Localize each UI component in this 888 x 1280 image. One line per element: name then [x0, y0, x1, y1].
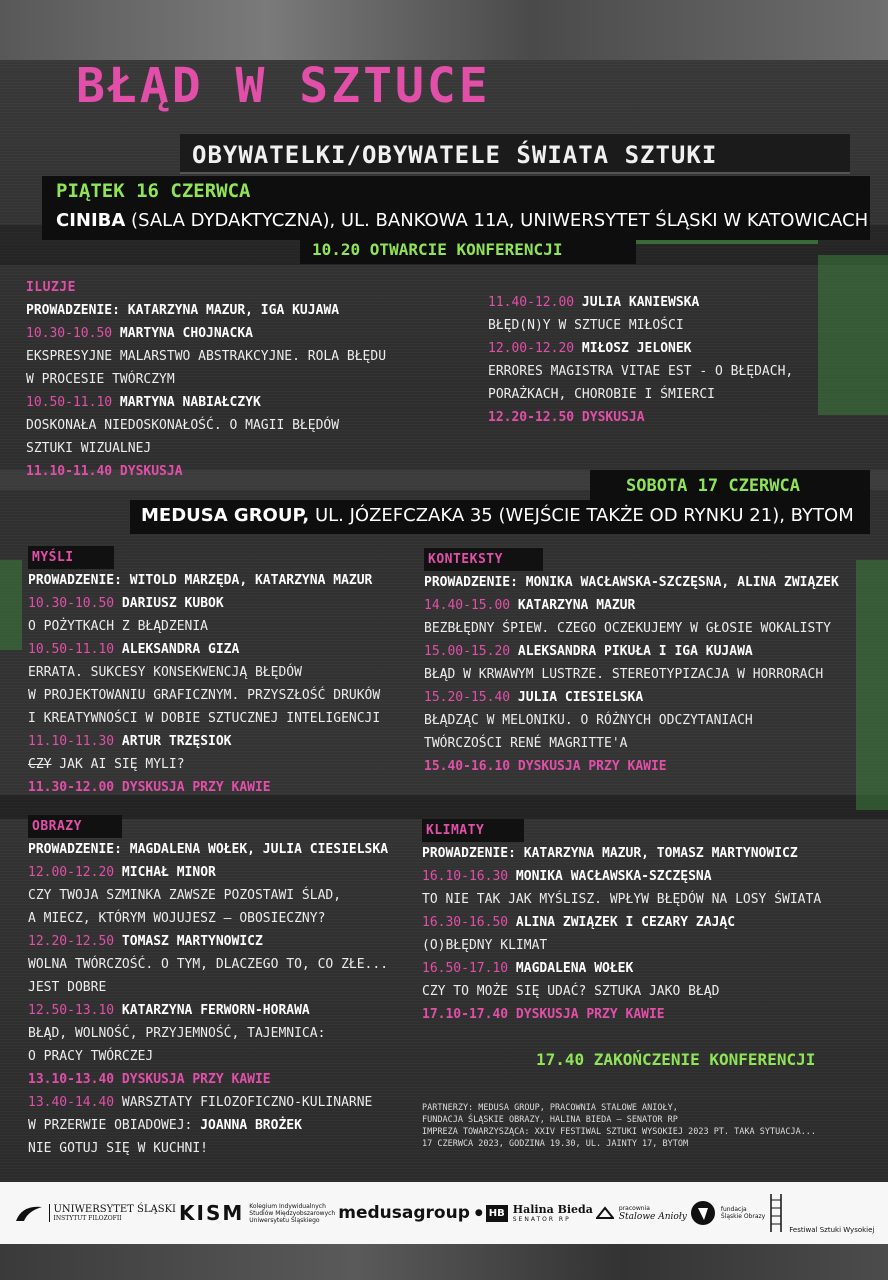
session-header: ILUZJE: [26, 280, 76, 295]
talk-speaker: ALEKSANDRA PIKUŁA I IGA KUJAWA: [517, 644, 753, 659]
talk-title: BŁĄDZĄC W MELONIKU. O RÓŻNYCH ODCZYTANIACH: [424, 713, 753, 728]
discussion: 17.10-17.40 DYSKUSJA PRZY KAWIE: [422, 1007, 665, 1022]
talk-title: TWÓRCZOŚCI RENÉ MAGRITTE'A: [424, 736, 628, 751]
opening-label: 10.20 OTWARCIE KONFERENCJI: [312, 240, 563, 259]
session-obrazy: [28, 815, 388, 1160]
green-glitch-strip: [856, 560, 888, 810]
talk-time: 12.00-12.20: [488, 341, 575, 356]
session-konteksty: [424, 548, 839, 778]
session-iluzje: [26, 276, 386, 483]
talk-speaker: TOMASZ MARTYNOWICZ: [121, 934, 263, 949]
workshop-prefix: W PRZERWIE OBIADOWEJ:: [28, 1118, 201, 1133]
talk-title: CZY TWOJA SZMINKA ZAWSZE POZOSTAWI ŚLAD,: [28, 888, 342, 903]
workshop-title: WARSZTATY FILOZOFICZNO-KULINARNE: [114, 1095, 373, 1110]
session-header: MYŚLI: [28, 546, 114, 569]
talk-time: 10.50-11.10: [26, 395, 113, 410]
partners-line: FUNDACJA ŚLĄSKIE OBRAZY, HALINA BIEDA — SENATOR RP: [422, 1115, 678, 1125]
discussion: 11.30-12.00 DYSKUSJA PRZY KAWIE: [28, 780, 271, 795]
talk-title: SZTUKI WIZUALNEJ: [26, 441, 152, 456]
logo-uniwersytet-slaski: UNIWERSYTET ŚLĄSKI INSTYTUT FILOZOFII: [14, 1203, 177, 1223]
talk-time: 11.40-12.00: [488, 295, 575, 310]
fundacja-emblem-icon: [690, 1200, 716, 1226]
talk-speaker: ALINA ZWIĄZEK I CEZARY ZAJĄC: [515, 915, 736, 930]
partners-line: 17 CZERWCA 2023, GODZINA 19.30, UL. JAINTY 17, BYTOM: [422, 1139, 689, 1149]
talk-speaker: KATARZYNA MAZUR: [517, 598, 636, 613]
talk-title: PORAŻKACH, CHOROBIE I ŚMIERCI: [488, 387, 715, 402]
talk-title: CZY TO MOŻE SIĘ UDAĆ? SZTUKA JAKO BŁĄD: [422, 984, 720, 999]
logo-halina-bieda: HB Halina Bieda SENATOR RP: [486, 1203, 593, 1223]
struck-word: CZY: [28, 757, 52, 772]
talk-title: I KREATYWNOŚCI W DOBIE SZTUCZNEJ INTELIGENCJI: [28, 711, 381, 726]
talk-time: 12.50-13.10: [28, 1003, 115, 1018]
session-lead: PROWADZENIE: KATARZYNA MAZUR, IGA KUJAWA: [26, 303, 340, 318]
talk-title: O PRACY TWÓRCZEJ: [28, 1049, 154, 1064]
logo-stalowe-anioly: pracownia Stalowe Anioły: [596, 1205, 687, 1222]
talk-title: O POŻYTKACH Z BŁĄDZENIA: [28, 619, 209, 634]
day1-venue: CINIBA (SALA DYDAKTYCZNA), UL. BANKOWA 11A, UNIWERSYTET ŚLĄSKI W KATOWICACH: [56, 210, 869, 231]
talk-speaker: DARIUSZ KUBOK: [121, 596, 224, 611]
talk-title: BŁĘD(N)Y W SZTUCE MIŁOŚCI: [488, 318, 684, 333]
talk-speaker: MIŁOSZ JELONEK: [581, 341, 692, 356]
glitch-band-bottom: [0, 1244, 888, 1280]
session-lead: PROWADZENIE: KATARZYNA MAZUR, TOMASZ MARTYNOWICZ: [422, 846, 798, 861]
partners-line: IMPREZA TOWARZYSZĄCA: XXIV FESTIWAL SZTUKI WYSOKIEJ 2023 PT. TAKA SYTUACJA...: [422, 1127, 817, 1137]
session-lead: PROWADZENIE: MAGDALENA WOŁEK, JULIA CIESIELSKA: [28, 842, 389, 857]
day2-venue: MEDUSA GROUP, UL. JÓZEFCZAKA 35 (WEJŚCIE TAKŻE OD RYNKU 21), BYTOM: [141, 505, 854, 526]
us-emblem-icon: [14, 1203, 44, 1223]
logo-kism: KISM Kolegium Indywidualnych Studiów Międzyobszarowych Uniwersytetu Śląskiego: [179, 1201, 336, 1225]
logo-fundacja-slaskie-obrazy: fundacja Śląskie Obrazy: [690, 1200, 765, 1226]
workshop-note: NIE GOTUJ SIĘ W KUCHNI!: [28, 1141, 209, 1156]
talk-speaker: MONIKA WACŁAWSKA-SZCZĘSNA: [515, 869, 712, 884]
talk-time: 12.00-12.20: [28, 865, 115, 880]
session-header: OBRAZY: [28, 815, 122, 838]
talk-speaker: KATARZYNA FERWORN-HORAWA: [121, 1003, 310, 1018]
talk-title: BŁĄD, WOLNOŚĆ, PRZYJEMNOŚĆ, TAJEMNICA:: [28, 1026, 326, 1041]
green-glitch-strip: [0, 560, 22, 650]
session-lead: PROWADZENIE: WITOLD MARZĘDA, KATARZYNA MAZUR: [28, 573, 373, 588]
talk-speaker: MICHAŁ MINOR: [121, 865, 216, 880]
talk-speaker: MARTYNA NABIAŁCZYK: [119, 395, 261, 410]
talk-title: BŁĄD W KRWAWYM LUSTRZE. STEREOTYPIZACJA W HORRORACH: [424, 667, 824, 682]
session-iluzje-continued: [488, 291, 793, 429]
poster-title: BŁĄD W SZTUCE: [76, 58, 491, 114]
talk-title: ERRATA. SUKCESY KONSEKWENCJĄ BŁĘDÓW: [28, 665, 302, 680]
talk-title: ERRORES MAGISTRA VITAE EST - O BŁĘDACH,: [488, 364, 794, 379]
logo-strip: [0, 1182, 888, 1244]
talk-speaker: ARTUR TRZĘSIOK: [121, 734, 232, 749]
talk-title: JEST DOBRE: [28, 980, 107, 995]
session-klimaty: [422, 819, 821, 1026]
talk-title: DOSKONAŁA NIEDOSKONAŁOŚĆ. O MAGII BŁĘDÓW: [26, 418, 340, 433]
talk-title: JAK AI SIĘ MYLI?: [51, 757, 185, 772]
talk-time: 14.40-15.00: [424, 598, 511, 613]
talk-title: BEZBŁĘDNY ŚPIEW. CZEGO OCZEKUJEMY W GŁOSIE WOKALISTY: [424, 621, 831, 636]
ladder-icon: [768, 1192, 784, 1234]
talk-time: 16.30-16.50: [422, 915, 509, 930]
workshop-leader: JOANNA BROŻEK: [200, 1118, 302, 1133]
session-header: KLIMATY: [422, 819, 524, 842]
registered-icon: ●: [474, 1208, 483, 1218]
talk-title: WOLNA TWÓRCZOŚĆ. O TYM, DLACZEGO TO, CO ZŁE...: [28, 957, 389, 972]
talk-time: 10.30-10.50: [28, 596, 115, 611]
talk-speaker: ALEKSANDRA GIZA: [121, 642, 240, 657]
talk-time: 12.20-12.50: [28, 934, 115, 949]
talk-time: 15.20-15.40: [424, 690, 511, 705]
logo-festiwal-sztuki-wysokiej: Festiwal Sztuki Wysokiej: [768, 1192, 874, 1234]
session-lead: PROWADZENIE: MONIKA WACŁAWSKA-SZCZĘSNA, ALINA ZWIĄZEK: [424, 575, 839, 590]
wing-icon: [596, 1206, 614, 1220]
glitch-band-top: [0, 0, 888, 60]
closing-label: 17.40 ZAKOŃCZENIE KONFERENCJI: [536, 1050, 816, 1069]
logo-medusa-group: medusagroup ●: [338, 1203, 483, 1223]
talk-title: EKSPRESYJNE MALARSTWO ABSTRAKCYJNE. ROLA BŁĘDU: [26, 349, 387, 364]
talk-speaker: MAGDALENA WOŁEK: [515, 961, 634, 976]
hb-monogram: HB: [486, 1205, 508, 1222]
discussion: 11.10-11.40 DYSKUSJA: [26, 464, 183, 479]
talk-time: 10.30-10.50: [26, 326, 113, 341]
discussion: 15.40-16.10 DYSKUSJA PRZY KAWIE: [424, 759, 667, 774]
talk-time: 10.50-11.10: [28, 642, 115, 657]
talk-time: 16.10-16.30: [422, 869, 509, 884]
talk-title: W PROCESIE TWÓRCZYM: [26, 372, 175, 387]
day2-date: SOBOTA 17 CZERWCA: [626, 476, 800, 496]
partners-block: [422, 1102, 816, 1150]
talk-speaker: MARTYNA CHOJNACKA: [119, 326, 253, 341]
session-header: KONTEKSTY: [424, 548, 543, 571]
green-glitch-strip: [818, 255, 888, 415]
talk-time: 15.00-15.20: [424, 644, 511, 659]
discussion: 12.20-12.50 DYSKUSJA: [488, 410, 645, 425]
talk-speaker: JULIA CIESIELSKA: [517, 690, 644, 705]
workshop-time: 13.40-14.40: [28, 1095, 115, 1110]
poster-subtitle: OBYWATELKI/OBYWATELE ŚWIATA SZTUKI: [192, 141, 718, 169]
talk-title: A MIECZ, KTÓRYM WOJUJESZ – OBOSIECZNY?: [28, 911, 326, 926]
talk-time: 16.50-17.10: [422, 961, 509, 976]
talk-time: 11.10-11.30: [28, 734, 115, 749]
session-mysli: [28, 546, 380, 799]
partners-line: PARTNERZY: MEDUSA GROUP, PRACOWNIA STALOWE ANIOŁY,: [422, 1103, 678, 1113]
talk-title: W PROJEKTOWANIU GRAFICZNYM. PRZYSZŁOŚĆ DRUKÓW: [28, 688, 381, 703]
day1-date: PIĄTEK 16 CZERWCA: [56, 180, 251, 202]
talk-title: TO NIE TAK JAK MYŚLISZ. WPŁYW BŁĘDÓW NA LOSY ŚWIATA: [422, 892, 822, 907]
talk-title: (O)BŁĘDNY KLIMAT: [422, 938, 548, 953]
talk-speaker: JULIA KANIEWSKA: [581, 295, 700, 310]
discussion: 13.10-13.40 DYSKUSJA PRZY KAWIE: [28, 1072, 271, 1087]
